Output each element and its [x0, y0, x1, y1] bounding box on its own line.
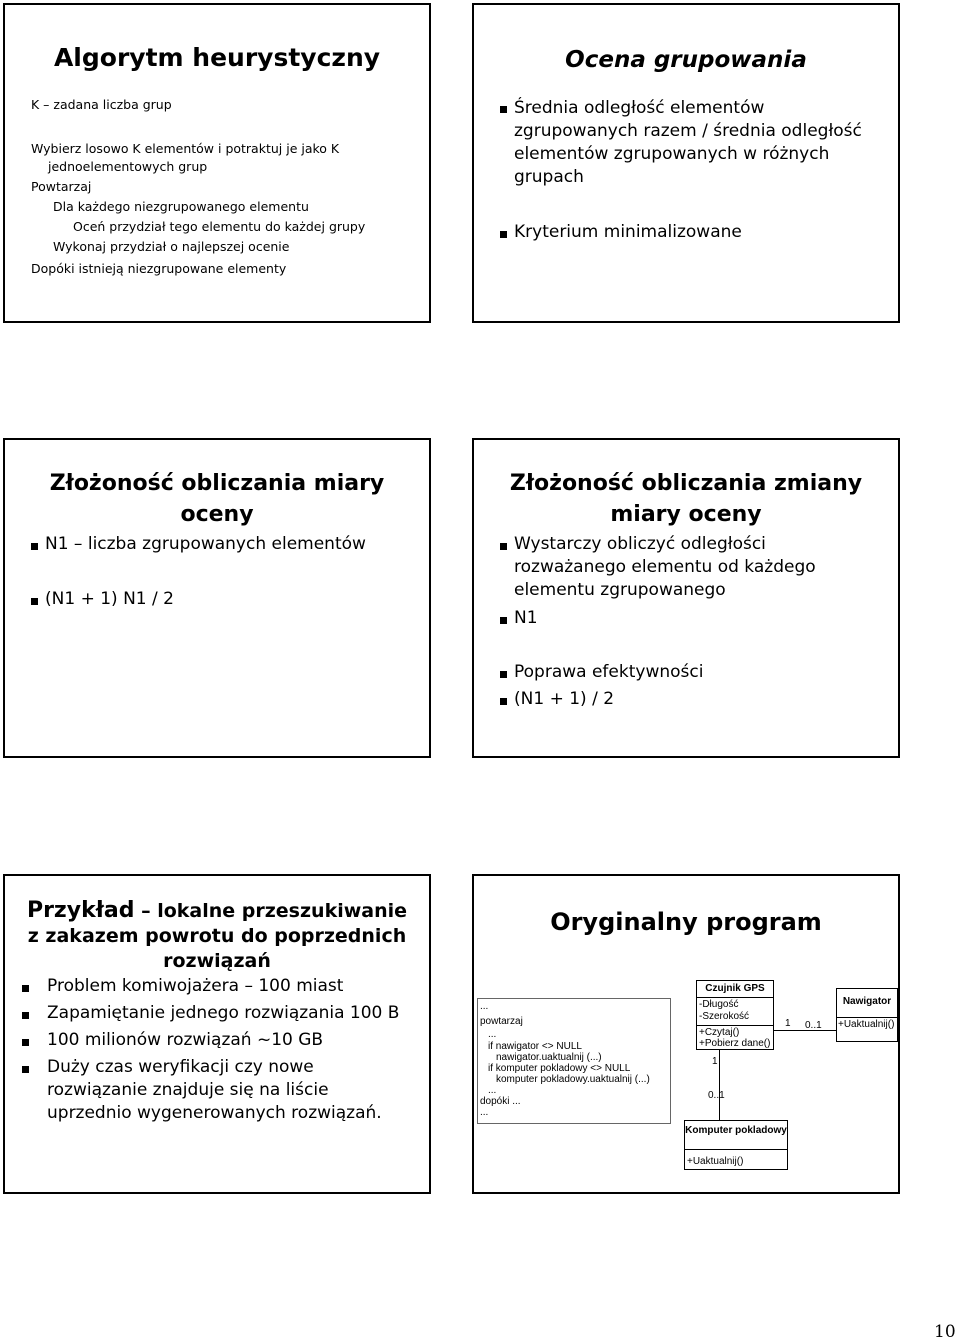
- text-line: rozwiązanie znajduje się na liście: [47, 1080, 329, 1100]
- slide-ocena-grupowania: [472, 3, 900, 323]
- text-line: uprzednio wygenerowanych rozwiązań.: [47, 1103, 382, 1123]
- multiplicity-label: 0..1: [708, 1090, 725, 1101]
- code-line: if nawigator <> NULL: [488, 1041, 582, 1052]
- text-line: jednoelementowych grup: [48, 159, 208, 174]
- class-title: Nawigator: [842, 996, 892, 1007]
- text-line: Problem komiwojażera – 100 miast: [47, 976, 344, 996]
- slide-oryginalny-program: [472, 874, 900, 1194]
- title-line: miary oceny: [610, 502, 762, 527]
- bullet-icon: [22, 985, 29, 992]
- text-line: Wystarczy obliczyć odległości: [514, 534, 766, 554]
- title-line: Złożoność obliczania miary: [49, 471, 385, 496]
- title-line: z zakazem powrotu do poprzednich: [27, 925, 407, 947]
- code-line: ...: [488, 1029, 497, 1040]
- text-line: (N1 + 1) / 2: [514, 689, 615, 709]
- code-line: ...: [480, 1001, 489, 1012]
- bullet-icon: [500, 671, 507, 678]
- class-nawigator: [836, 988, 898, 1042]
- title-line: [5, 898, 429, 924]
- code-line: ...: [488, 1085, 497, 1096]
- text-line: (N1 + 1) N1 / 2: [45, 589, 174, 609]
- text-line: Dopóki istnieją niezgrupowane elementy: [31, 261, 287, 276]
- text-line: Średnia odległość elementów: [514, 98, 765, 118]
- text-line: zgrupowanych razem / średnia odległość: [514, 121, 862, 141]
- text-line: Kryterium minimalizowane: [514, 222, 742, 242]
- class-op: +Czytaj(): [699, 1027, 740, 1038]
- multiplicity-label: 1: [785, 1018, 791, 1029]
- title-line: rozwiązań: [163, 950, 271, 972]
- slide-title: Ocena grupowania: [565, 47, 807, 73]
- bullet-icon: [31, 598, 38, 605]
- text-line: N1 – liczba zgrupowanych elementów: [45, 534, 366, 554]
- slide-title: [474, 468, 898, 530]
- text-line: elementu zgrupowanego: [514, 580, 726, 600]
- bullet-icon: [500, 543, 507, 550]
- class-attr: -Długość: [699, 999, 739, 1010]
- bullet-icon: [500, 231, 507, 238]
- text-line: K – zadana liczba grup: [31, 97, 172, 112]
- bullet-icon: [500, 617, 507, 624]
- text-line: N1: [514, 608, 538, 628]
- text-line: Powtarzaj: [31, 179, 92, 194]
- slide-title: Oryginalny program: [550, 908, 822, 936]
- text-line: Duży czas weryfikacji czy nowe: [47, 1057, 314, 1077]
- code-line: komputer pokladowy.uaktualnij (...): [496, 1074, 650, 1085]
- bullet-icon: [22, 1039, 29, 1046]
- slide-title: [5, 468, 429, 530]
- class-op: +Pobierz dane(): [699, 1038, 771, 1049]
- association-line: [719, 1050, 720, 1120]
- title-line: Złożoność obliczania zmiany: [509, 471, 863, 496]
- multiplicity-label: 1: [712, 1056, 718, 1067]
- class-op: +Uaktualnij(): [687, 1156, 744, 1167]
- text-line: 100 milionów rozwiązań ~10 GB: [47, 1030, 324, 1050]
- class-komputer-pokladowy: [684, 1120, 788, 1170]
- text-line: elementów zgrupowanych w różnych: [514, 144, 830, 164]
- class-czujnik-gps: [696, 980, 774, 1050]
- text-line: Zapamiętanie jednego rozwiązania 100 B: [47, 1003, 400, 1023]
- class-title: Czujnik GPS: [705, 983, 765, 994]
- text-line: Dla każdego niezgrupowanego elementu: [53, 199, 309, 214]
- code-line: if komputer pokladowy <> NULL: [488, 1063, 631, 1074]
- class-title: Komputer pokladowy: [685, 1125, 787, 1136]
- slide-zlozonosc-zmiany: [472, 438, 900, 758]
- title-bold: Przykład: [26, 898, 135, 923]
- bullet-icon: [22, 1066, 29, 1073]
- slide-zlozonosc-miary: [3, 438, 431, 758]
- class-attr: -Szerokość: [699, 1011, 750, 1022]
- text-line: rozważanego elementu od każdego: [514, 557, 816, 577]
- text-line: Poprawa efektywności: [514, 662, 704, 682]
- text-line: Oceń przydział tego elementu do każdej grupy: [73, 219, 366, 234]
- text-line: Wykonaj przydział o najlepszej ocenie: [53, 239, 290, 254]
- code-line: ...: [480, 1107, 489, 1118]
- slide-title: [5, 898, 429, 974]
- bullet-icon: [500, 698, 507, 705]
- code-line: nawigator.uaktualnij (...): [496, 1052, 602, 1063]
- bullet-icon: [500, 106, 507, 113]
- slide-title: Algorytm heurystyczny: [53, 43, 381, 72]
- slide-algorytm-heurystyczny: [3, 3, 431, 323]
- slide-przyklad: [3, 874, 431, 1194]
- title-rest: – lokalne przeszukiwanie: [134, 900, 408, 922]
- bullet-icon: [31, 543, 38, 550]
- title-line: oceny: [180, 502, 254, 527]
- text-line: grupach: [514, 167, 584, 187]
- code-line: powtarzaj: [480, 1016, 523, 1027]
- bullet-icon: [22, 1012, 29, 1019]
- code-line: dopóki ...: [480, 1096, 521, 1107]
- text-line: Wybierz losowo K elementów i potraktuj je jako K: [31, 141, 340, 156]
- multiplicity-label: 0..1: [805, 1020, 822, 1031]
- code-block: [477, 998, 671, 1124]
- page-number: 10: [934, 1322, 956, 1342]
- class-op: +Uaktualnij(): [838, 1019, 895, 1030]
